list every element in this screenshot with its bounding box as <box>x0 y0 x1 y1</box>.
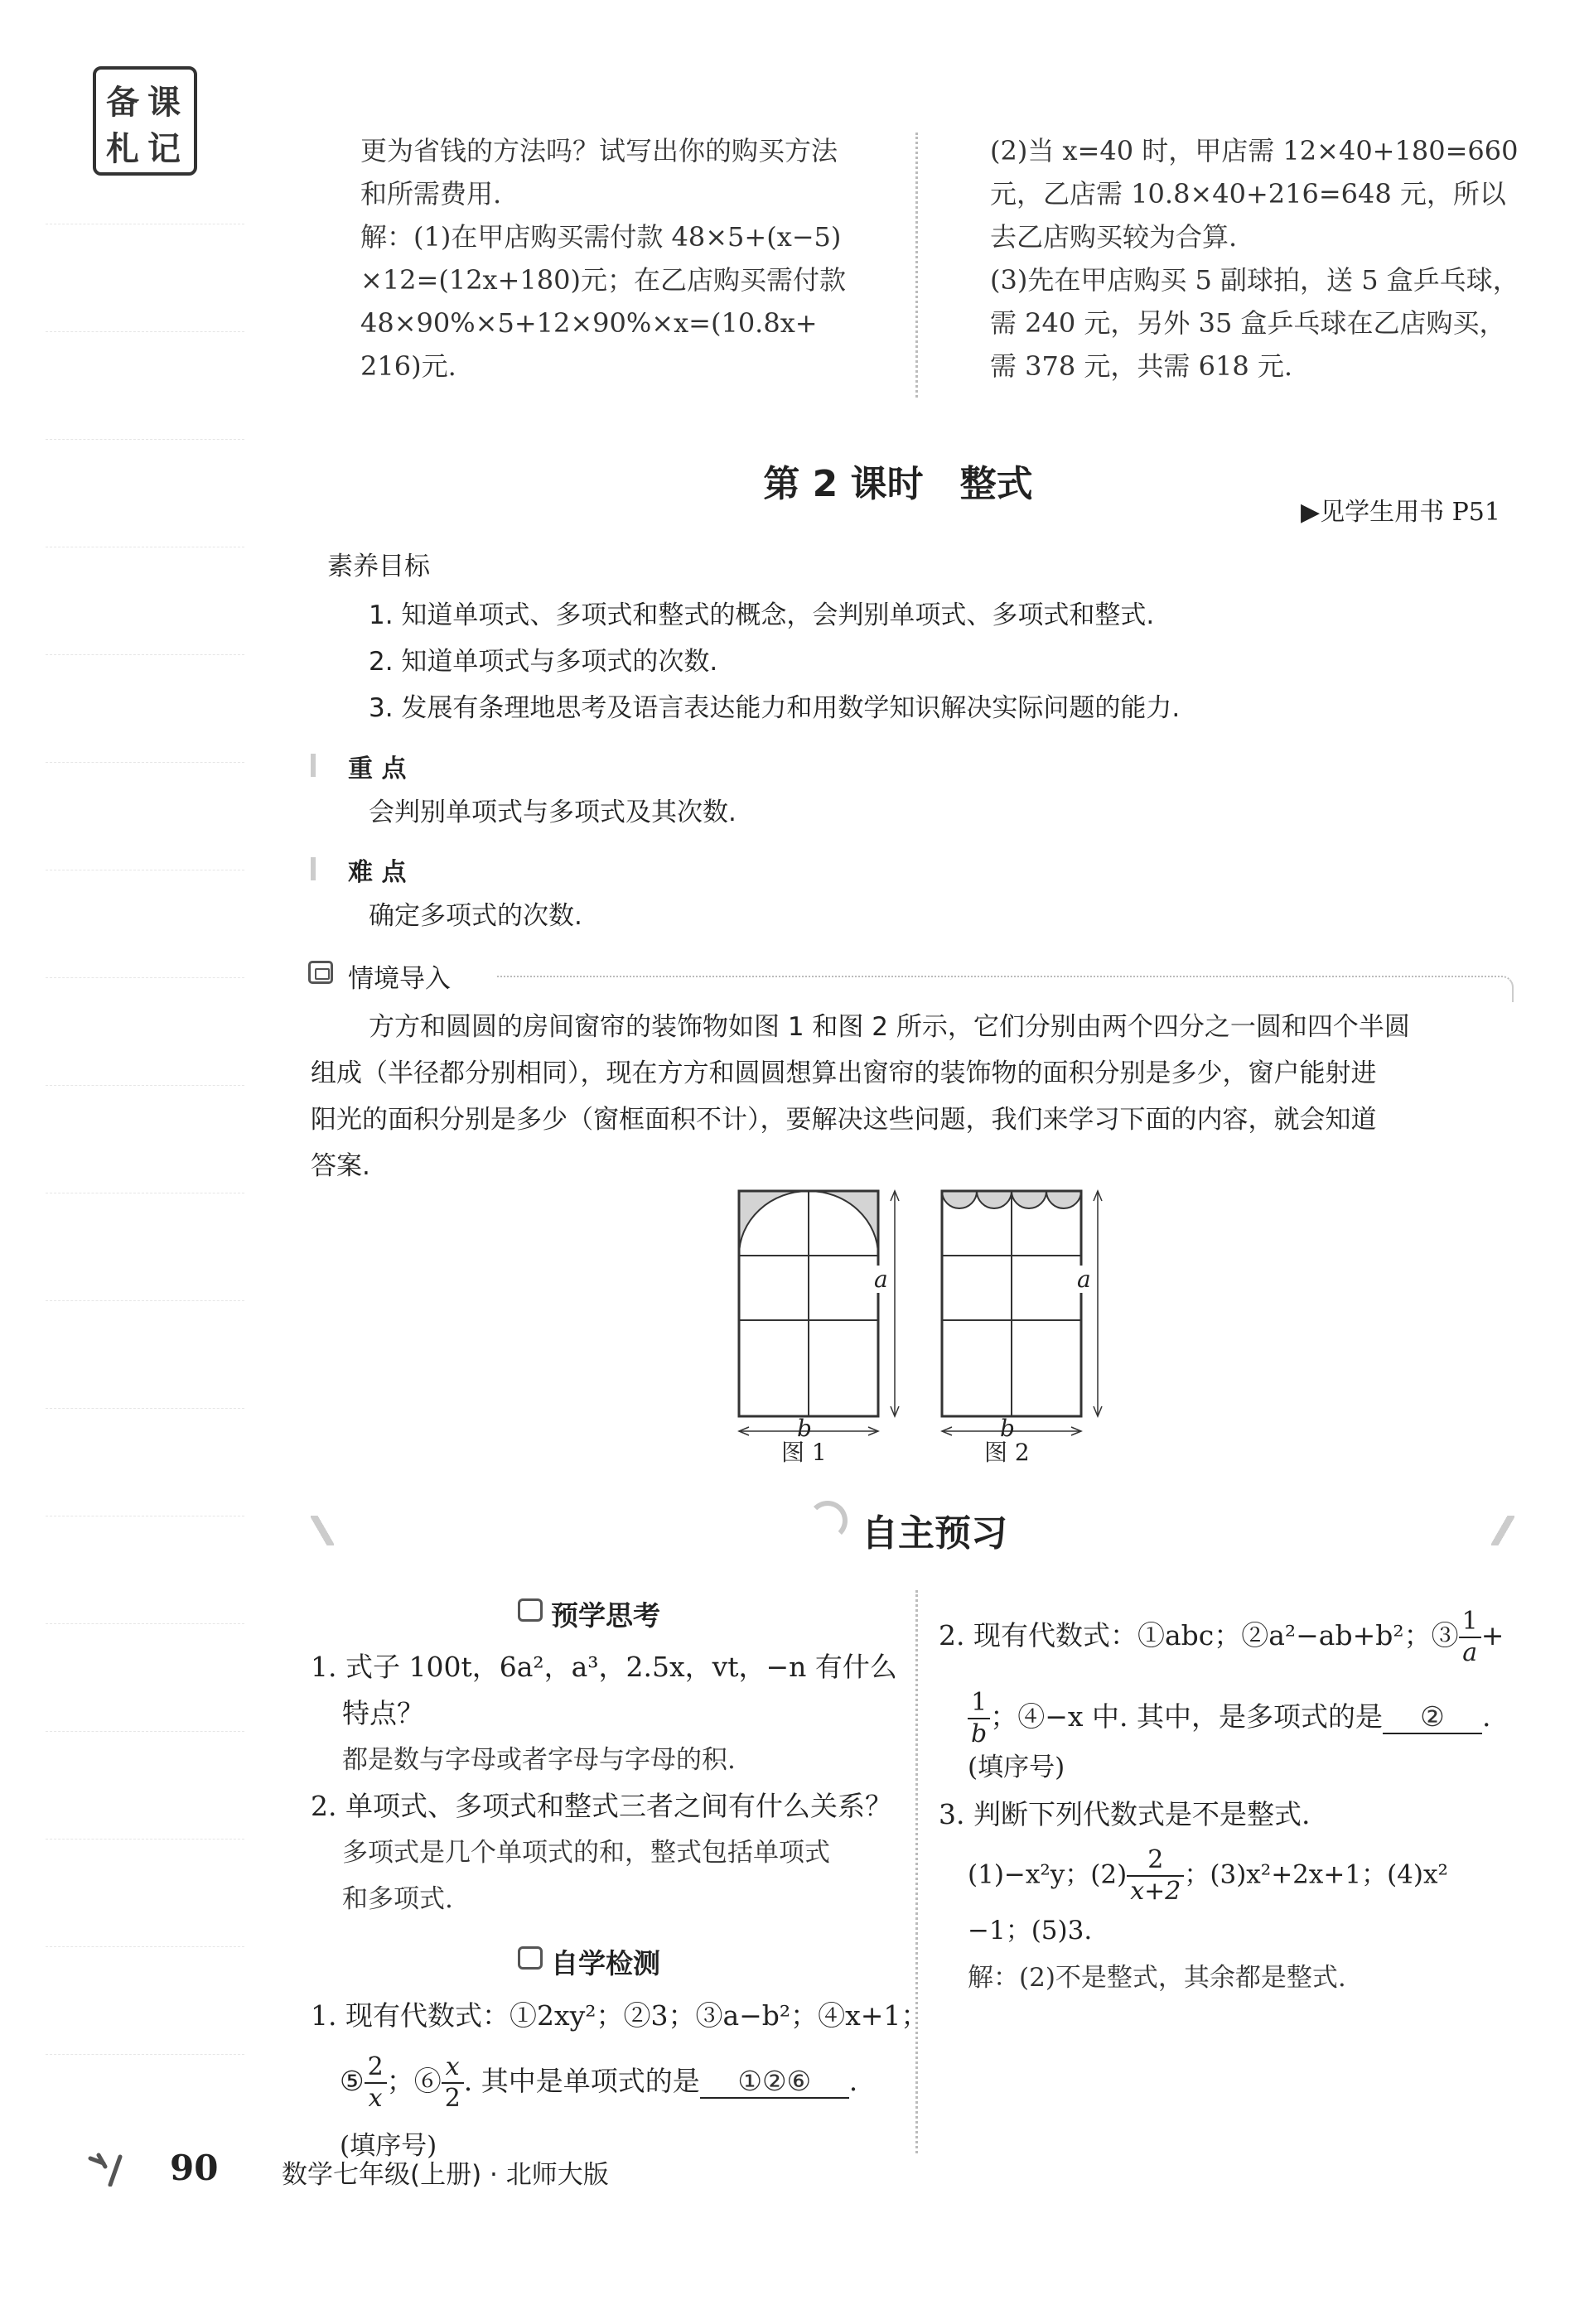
fill-hint: (填序号) <box>340 2131 437 2161</box>
text-line: (3)先在甲店购买 5 副球拍，送 5 盒乒乓球， <box>990 264 1519 296</box>
numerator: 1 <box>968 1688 990 1719</box>
question: 1. 式子 100t，6a²，a³，2.5x，vt，−n 有什么 <box>311 1651 897 1683</box>
numerator: 2 <box>365 2052 387 2084</box>
goal-item: 1. 知道单项式、多项式和整式的概念，会判别单项式、多项式和整式. <box>369 600 1155 630</box>
text-line: 元，乙店需 10.8×40+216=648 元，所以 <box>990 178 1506 210</box>
text-line: 需 240 元，另外 35 盒乒乓球在乙店购买， <box>990 307 1506 339</box>
denominator: x <box>368 2084 383 2113</box>
figure-2 <box>932 1176 1114 1449</box>
fraction <box>442 2052 464 2114</box>
deco-slash-right <box>1491 1516 1514 1545</box>
right-q3-items-cont: −1；(5)3. <box>968 1916 1093 1946</box>
figure-1 <box>729 1176 911 1449</box>
fig1-label-b: b <box>797 1415 812 1442</box>
right-q3-items <box>968 1845 1448 1907</box>
lesson-notes-badge <box>93 66 197 176</box>
footer-arrow-icon <box>87 2152 128 2187</box>
lesson-title: 第 2 课时 整式 <box>763 463 1033 505</box>
question-text: . 其中是单项式的是 <box>463 2065 700 2097</box>
fig1-caption: 图 1 <box>781 1439 827 1466</box>
right-q3-answer: 解：(2)不是整式，其余都是整式. <box>968 1963 1346 1993</box>
fraction <box>968 1688 990 1749</box>
question-text: ；④−x 中. 其中，是多项式的是 <box>990 1700 1383 1733</box>
fraction <box>365 2052 387 2114</box>
fig2-label-a: a <box>1077 1266 1091 1293</box>
key-text: 会判别单项式与多项式及其次数. <box>369 798 737 827</box>
book-icon <box>308 961 333 984</box>
goals-list <box>369 592 1180 731</box>
prethink-heading: 预学思考 <box>551 1599 660 1632</box>
plus-sign: + <box>1480 1619 1504 1651</box>
difficult-text: 确定多项式的次数. <box>369 901 582 931</box>
right-q2-line2 <box>968 1688 1490 1749</box>
prethink-icon <box>518 1598 543 1622</box>
fraction <box>1459 1607 1481 1668</box>
fill-hint: (填序号) <box>968 1753 1065 1782</box>
text-line: 去乙店购买较为合算. <box>990 221 1238 253</box>
intro-rule <box>497 976 1514 1002</box>
period: . <box>848 2065 858 2097</box>
right-q2 <box>939 1607 1504 1668</box>
selfcheck-q1: 1. 现有代数式：①2xy²；②3；③a−b²；④x+1； <box>311 1999 929 2032</box>
top-left-solution <box>360 129 899 388</box>
goal-item: 3. 发展有条理地思考及语言表达能力和用数学知识解决实际问题的能力. <box>369 693 1181 723</box>
deco-slash-left <box>311 1516 334 1545</box>
text-line: 48×90%×5+12×90%×x=(10.8x+ <box>360 307 818 339</box>
fig2-label-b: b <box>1000 1415 1015 1442</box>
denominator: 2 <box>444 2084 461 2113</box>
question-text: 2. 现有代数式：①abc；②a²−ab+b²；③ <box>939 1619 1459 1651</box>
student-book-ref[interactable] <box>1301 491 1500 528</box>
difficult-marker <box>311 857 316 880</box>
key-heading: 重 点 <box>348 755 407 784</box>
fraction <box>1127 1845 1184 1907</box>
goals-heading: 素养目标 <box>327 552 430 581</box>
play-triangle-icon: ▶ <box>1301 498 1321 527</box>
text-line: 解：(1)在甲店购买需付款 48×5+(x−5) <box>360 221 842 253</box>
badge-char: 课 <box>147 83 181 122</box>
question-cont: 特点？ <box>342 1697 424 1729</box>
numerator: x <box>442 2052 464 2084</box>
fig2-caption: 图 2 <box>984 1439 1030 1466</box>
denominator: b <box>971 1719 988 1748</box>
num-6: ；⑥ <box>386 2065 442 2097</box>
answer: 和多项式. <box>342 1884 453 1914</box>
text-line: 216)元. <box>360 350 456 382</box>
intro-paragraph <box>311 1004 1537 1189</box>
intro-heading: 情境导入 <box>348 964 451 994</box>
text-line: 组成（半径都分别相同），现在方方和圆圆想算出窗帘的装饰物的面积分别是多少，窗户能射进 <box>311 1058 1377 1088</box>
selfcheck-icon <box>518 1946 543 1970</box>
text-line: 和所需费用. <box>360 178 502 210</box>
answer-blank[interactable]: ①②⑥ <box>700 2065 849 2099</box>
selfcheck-heading: 自学检测 <box>551 1947 660 1979</box>
text-line: 更为省钱的方法吗？试写出你的购买方法 <box>360 135 838 166</box>
badge-char: 记 <box>147 129 181 168</box>
text-line: 方方和圆圆的房间窗帘的装饰物如图 1 和图 2 所示，它们分别由两个四分之一圆和四个半圆 <box>369 1012 1410 1042</box>
items-text: (1)−x²y；(2) <box>968 1859 1128 1890</box>
section-title: 自主预习 <box>862 1512 1007 1555</box>
prethink-content <box>311 1644 899 1922</box>
text-line: 阳光的面积分别是多少（窗框面积不计），要解决这些问题，我们来学习下面的内容，就会知道 <box>311 1105 1377 1135</box>
period: . <box>1481 1700 1491 1733</box>
text-line: ×12=(12x+180)元；在乙店购买需付款 <box>360 264 846 296</box>
right-q3: 3. 判断下列代数式是不是整式. <box>939 1798 1311 1830</box>
question: 2. 单项式、多项式和整式三者之间有什么关系？ <box>311 1790 892 1822</box>
answer: 多项式是几个单项式的和，整式包括单项式 <box>342 1838 830 1868</box>
top-right-solution <box>990 129 1553 388</box>
badge-char: 札 <box>106 129 139 168</box>
column-divider-lower <box>915 1590 918 2153</box>
answer-blank[interactable]: ② <box>1383 1700 1482 1734</box>
answer: 都是数与字母或者字母与字母的积. <box>342 1745 736 1775</box>
fig1-label-a: a <box>874 1266 888 1293</box>
selfcheck-q1-line2 <box>340 2052 857 2114</box>
book-title: 数学七年级(上册) · 北师大版 <box>282 2160 609 2190</box>
difficult-heading: 难 点 <box>348 858 407 887</box>
numerator: 2 <box>1127 1845 1184 1877</box>
badge-char: 备 <box>106 83 139 122</box>
text-line: 答案. <box>311 1151 370 1181</box>
denominator: a <box>1462 1638 1478 1667</box>
text-line: 需 378 元，共需 618 元. <box>990 350 1293 382</box>
key-marker <box>311 754 316 777</box>
items-text: ；(3)x²+2x+1；(4)x² <box>1184 1859 1448 1890</box>
denominator: x+2 <box>1130 1877 1181 1906</box>
numerator: 1 <box>1459 1607 1481 1638</box>
goal-item: 2. 知道单项式与多项式的次数. <box>369 647 718 677</box>
ref-text: 见学生用书 P51 <box>1320 498 1500 527</box>
section-swirl-icon <box>808 1501 848 1540</box>
text-line: (2)当 x=40 时，甲店需 12×40+180=660 <box>990 135 1519 166</box>
column-divider <box>915 133 918 398</box>
page-number: 90 <box>170 2148 219 2188</box>
num-5: ⑤ <box>340 2065 365 2097</box>
